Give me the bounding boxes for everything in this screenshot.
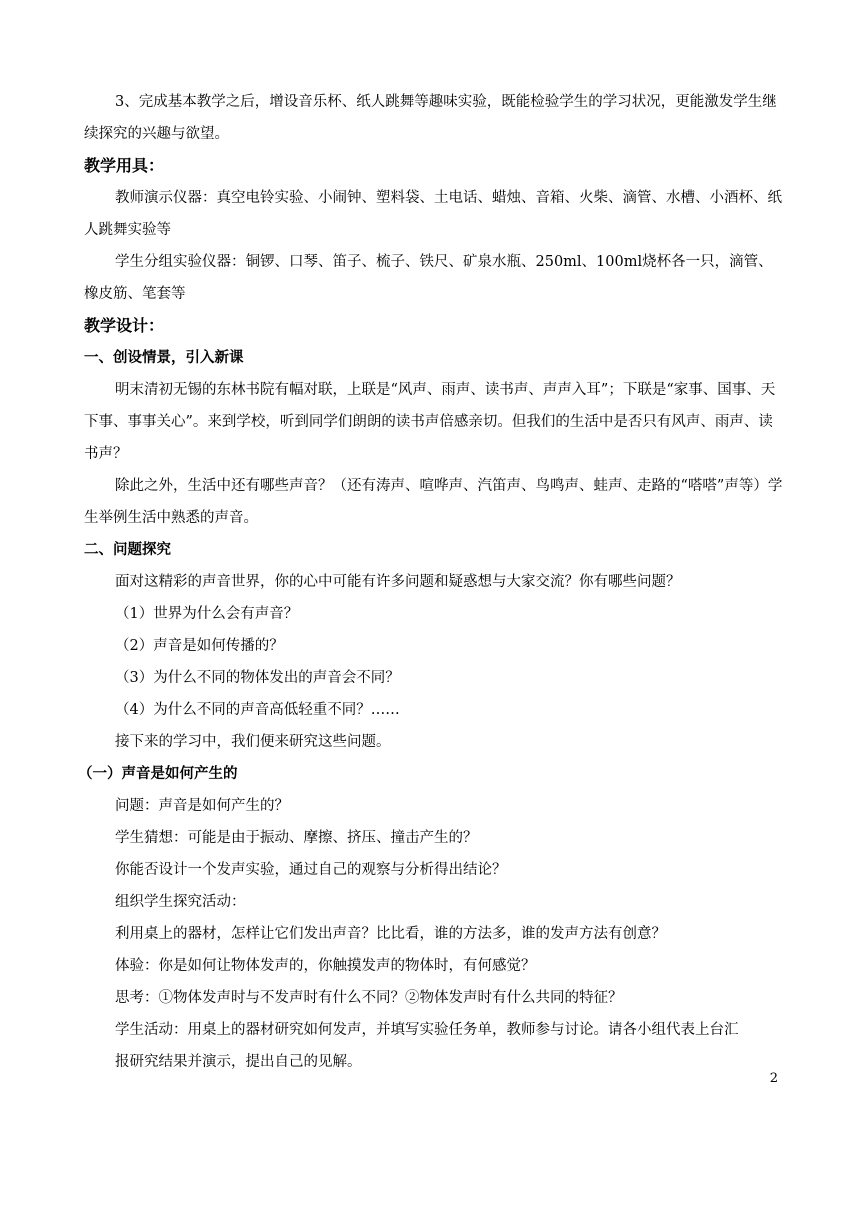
section-2-title: 二、问题探究: [84, 541, 171, 558]
section-2-outro: 接下来的学习中，我们便来研究这些问题。: [115, 734, 391, 750]
subsection-line-think: 思考：①物体发声时与不发声时有什么不同？②物体发声时有什么共同的特征？: [115, 990, 623, 1006]
question-4: （4）为什么不同的声音高低轻重不同？……: [115, 702, 400, 718]
subsection-line-experience: 体验：你是如何让物体发声的，你触摸发声的物体时，有何感觉？: [115, 958, 536, 974]
section-1-paragraph-2: 除此之外，生活中还有哪些声音？（还有涛声、喧哗声、汽笛声、鸟鸣声、蛙声、走路的“嗒嗒”声等）学生举例生活中熟悉的声音。: [84, 478, 783, 526]
subsection-line-question: 问题：声音是如何产生的？: [115, 798, 289, 814]
subsection-1-title: （一）声音是如何产生的: [78, 765, 238, 782]
page-number: 2: [769, 1071, 778, 1086]
student-group-instruments: 学生分组实验仪器：铜锣、口琴、笛子、梳子、铁尺、矿泉水瓶、250ml、100ml烧杯各一只，滴管、橡皮筋、笔套等: [84, 254, 773, 302]
section-1-paragraph-1: 明末清初无锡的东林书院有幅对联，上联是“风声、雨声、读书声、声声入耳”；下联是“家事、国事、天下事、事事关心”。来到学校，听到同学们朗朗的读书声倍感亲切。但我们的生活中是否只有风声、雨声、读书声？: [84, 382, 776, 462]
question-1: （1）世界为什么会有声音？: [115, 606, 299, 622]
subsection-line-organize: 组织学生探究活动：: [115, 894, 246, 910]
question-3: （3）为什么不同的物体发出的声音会不同？: [115, 670, 400, 686]
student-activity-line-2: 报研究结果并演示，提出自己的见解。: [115, 1054, 362, 1070]
teacher-demo-instruments: 教师演示仪器：真空电铃实验、小闹钟、塑料袋、土电话、蜡烛、音箱、火柴、滴管、水槽、小酒杯、纸人跳舞实验等: [84, 190, 782, 238]
subsection-line-guess: 学生猜想：可能是由于振动、摩擦、挤压、撞击产生的？: [115, 830, 478, 846]
section-2-intro: 面对这精彩的声音世界，你的心中可能有许多问题和疑惑想与大家交流？你有哪些问题？: [115, 574, 681, 590]
question-2: （2）声音是如何传播的？: [115, 638, 284, 654]
paragraph-3: 3、完成基本教学之后，增设音乐杯、纸人跳舞等趣味实验，既能检验学生的学习状况，更能激发学生继续探究的兴趣与欲望。: [84, 94, 777, 142]
heading-teaching-design: 教学设计：: [84, 316, 165, 335]
subsection-line-use-equipment: 利用桌上的器材，怎样让它们发出声音？比比看，谁的方法多，谁的发声方法有创意？: [115, 926, 666, 942]
section-1-title: 一、创设情景，引入新课: [84, 349, 244, 366]
student-activity-line-1: 学生活动：用桌上的器材研究如何发声，并填写实验任务单，教师参与讨论。请各小组代表上台汇: [115, 1022, 739, 1038]
subsection-line-design: 你能否设计一个发声实验，通过自己的观察与分析得出结论？: [115, 862, 507, 878]
heading-teaching-tools: 教学用具：: [84, 156, 165, 175]
